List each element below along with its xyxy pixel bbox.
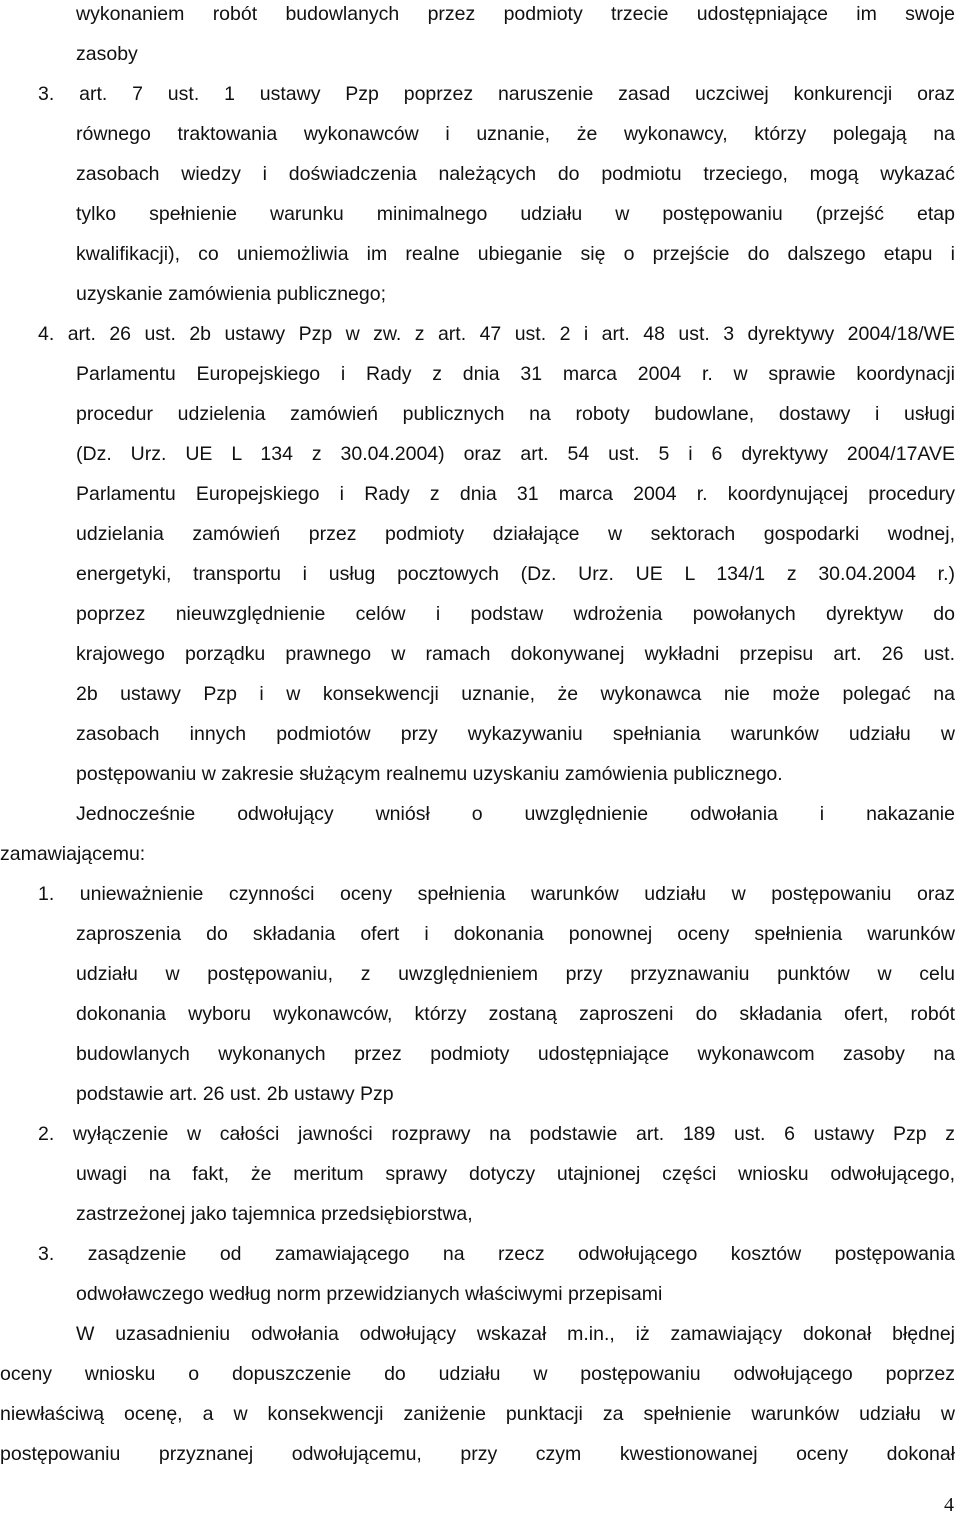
text-line: (Dz. Urz. UE L 134 z 30.04.2004) oraz art. 54 ust. 5 i 6 dyrektywy 2004/17AVE — [76, 443, 955, 465]
text-line: 2. wyłączenie w całości jawności rozprawy na podstawie art. 189 ust. 6 ustawy Pzp z — [38, 1123, 955, 1145]
page-number: 4 — [944, 1494, 954, 1516]
text-line: odwoławczego według norm przewidzianych właściwymi przepisami — [76, 1283, 663, 1305]
text-line: zastrzeżonej jako tajemnica przedsiębiorstwa, — [76, 1203, 473, 1225]
text-line: postępowaniu w zakresie służącym realnemu uzyskaniu zamówienia publicznego. — [76, 763, 783, 785]
text-line: Parlamentu Europejskiego i Rady z dnia 31 marca 2004 r. koordynującej procedury — [76, 483, 955, 505]
text-line: uzyskanie zamówienia publicznego; — [76, 283, 387, 305]
text-line: W uzasadnieniu odwołania odwołujący wskazał m.in., iż zamawiający dokonał błędnej — [76, 1323, 955, 1345]
text-line: zasoby — [76, 43, 138, 65]
text-line: Parlamentu Europejskiego i Rady z dnia 31 marca 2004 r. w sprawie koordynacji — [76, 363, 955, 385]
text-line: udziału w postępowaniu, z uwzględnieniem przy przyznawaniu punktów w celu — [76, 963, 955, 985]
text-line: 2b ustawy Pzp i w konsekwencji uznanie, że wykonawca nie może polegać na — [76, 683, 955, 705]
text-line: procedur udzielenia zamówień publicznych na roboty budowlane, dostawy i usługi — [76, 403, 955, 425]
text-line: 4. art. 26 ust. 2b ustawy Pzp w zw. z art. 47 ust. 2 i art. 48 ust. 3 dyrektywy 2004/18/WE — [38, 323, 955, 345]
text-line: dokonania wyboru wykonawców, którzy zostaną zaproszeni do składania ofert, robót — [76, 1003, 955, 1025]
text-line: zasobach wiedzy i doświadczenia należących do podmiotu trzeciego, mogą wykazać — [76, 163, 955, 185]
text-line: wykonaniem robót budowlanych przez podmioty trzecie udostępniające im swoje — [76, 3, 955, 25]
text-line: kwalifikacji), co uniemożliwia im realne ubieganie się o przejście do dalszego etapu i — [76, 243, 955, 265]
text-line: 3. zasądzenie od zamawiającego na rzecz odwołującego kosztów postępowania — [38, 1243, 955, 1265]
text-line: zasobach innych podmiotów przy wykazywaniu spełniania warunków udziału w — [76, 723, 955, 745]
text-line: Jednocześnie odwołujący wniósł o uwzględnienie odwołania i nakazanie — [76, 803, 955, 825]
text-line: niewłaściwą ocenę, a w konsekwencji zaniżenie punktacji za spełnienie warunków udziału w — [0, 1403, 955, 1425]
text-line: podstawie art. 26 ust. 2b ustawy Pzp — [76, 1083, 394, 1105]
text-line: udzielania zamówień przez podmioty działające w sektorach gospodarki wodnej, — [76, 523, 955, 545]
text-line: tylko spełnienie warunku minimalnego udziału w postępowaniu (przejść etap — [76, 203, 955, 225]
text-line: 3. art. 7 ust. 1 ustawy Pzp poprzez naruszenie zasad uczciwej konkurencji oraz — [38, 83, 955, 105]
text-line: krajowego porządku prawnego w ramach dokonywanej wykładni przepisu art. 26 ust. — [76, 643, 955, 665]
text-line: zaproszenia do składania ofert i dokonania ponownej oceny spełnienia warunków — [76, 923, 955, 945]
text-line: postępowaniu przyznanej odwołującemu, przy czym kwestionowanej oceny dokonał — [0, 1443, 955, 1465]
text-line: oceny wniosku o dopuszczenie do udziału w postępowaniu odwołującego poprzez — [0, 1363, 955, 1385]
text-line: 1. unieważnienie czynności oceny spełnienia warunków udziału w postępowaniu oraz — [38, 883, 955, 905]
text-line: energetyki, transportu i usług pocztowych (Dz. Urz. UE L 134/1 z 30.04.2004 r.) — [76, 563, 955, 585]
text-line: poprzez nieuwzględnienie celów i podstaw wdrożenia powołanych dyrektyw do — [76, 603, 955, 625]
text-line: równego traktowania wykonawców i uznanie, że wykonawcy, którzy polegają na — [76, 123, 955, 145]
text-line: uwagi na fakt, że meritum sprawy dotyczy utajnionej części wniosku odwołującego, — [76, 1163, 955, 1185]
text-line: zamawiającemu: — [0, 843, 146, 865]
text-line: budowlanych wykonanych przez podmioty udostępniające wykonawcom zasoby na — [76, 1043, 955, 1065]
